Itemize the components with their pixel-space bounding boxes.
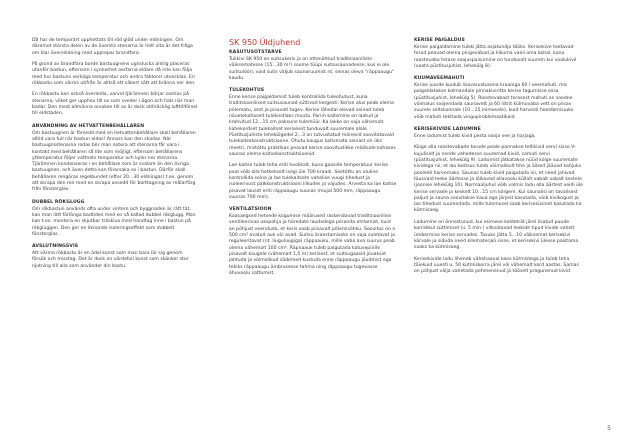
right-section-text-installation: Kerise paigaldamine tuleb jätta asjatundja töõks. Kerisekive toetavad torud peavad olema pingevabad ja liikuma vaeli oma kohal, kuna roostevaba terase soojuspaisumine on tunduvalt suurem kui voolukivil (vaata püstitusjuhist, lehekülg 8). xyxy=(414,45,577,69)
left-column xyxy=(32,38,198,275)
left-paragraph-2: På grund av brandfara borde bastuugnens ugnslucka aldrig placeras utanför bastun, eftersom i synnerhet oerfarna eldare då inte kan följa med hur bastuns verkliga temperatur och andra faktorer utvecklas. En rökbastu som värms utifrån är alltså ett säkert sätt att bränna ner den. xyxy=(32,62,196,86)
mid-section-heading-purpose: KASUTUSOTSTARVE xyxy=(229,50,282,55)
page-number: 5 xyxy=(607,425,611,432)
left-section-heading-double-vent: DUBBEL RÖKGLUGG xyxy=(32,199,85,205)
right-section-text-stone-layout: Kõige alla roostevabade torude peale pannakse tellikivid servi sisse V-kujuliselt ja nende vahedesse suuremad kivid, samuti servi (püstitusjuhist, lehekülg 9). Ladumist jätkatakse nüüd kõige suuremate kividega nii, et lao kestsus tuleb võimalikult tihe ja ääred jäävad kahjuks pooleldi harvemaks. Saunas tuleb kivid paigutada nii, et need jahivad tõusvaid leeke äärtesse ja lõikavad allavoolu küllalt vabalt vabalt kestele (joonise lehekülg 10). Normaaljuhul võib valmis ladu olla äärtest veidi üle kerise servade ja keskelt 10...15 cm kõrgem. Kui saunalisi on tavalisest paljud ja sauna soovitakse kaua ega järjest kasutada, võib kivikogust ja lao tihedust suurendada, mille tulemusel saab kerisesüsinet kasutada ka kütmisaeg. xyxy=(414,145,584,214)
mid-section-heading-fire-safety: TULEKOHTUS xyxy=(229,88,265,94)
right-section-text-water-tank: Kerise juurde kuulub lisavarustusena kraaniga 60 l veemahuti, mis paigaldatakse kolmandale pinnakiviritta kerise tagumisse ossa (püstitusjuhist, lehekülg 5). Roostevabast terasest mahuti on soodne võimalus soojendada saunavett ja 60 liitrit külmuvaba vett on piisav suurele seltskonnale (10...15 inimesele), kuid harvesti hooldamisuwa võib mahuti tekitada vingupiroblemaatikaid. xyxy=(414,83,574,120)
middle-column xyxy=(229,38,397,282)
mid-section-text-ceiling: Lae kaitse tuleb teha eriti hoolikalt, kuna gaaside temperatuur kerise peal võib olla hetkeliselt isegi üle 700 kraadi. Seetõttu on oluline kontrollida seina ja lae tulekaitsete vahelise vuugi tihedust ja isoleerivust palkkonstruktsiooni liikudes ja vajudes. Arvesta ka lae kaitse pisavat lauset eriti räppaaugu suunas (mujal 500 mm, räppaaugu suunas 700 mm). xyxy=(229,163,397,200)
right-section-text-stone-maintenance: Kerisekivide ladu liheneb vähehaaval koos kütmistega ja tuleb teha täiekuid uuesti u. 50 kütmiskorra järel või vähemalt kord aastas. Samas on põhjust välja vahetada pehmenenud ja tööselt pragunenud kivid. xyxy=(414,256,579,275)
right-section-text-stones: Enne ladumist tuleb kivid pesta sooja vee ja harjaga. xyxy=(414,133,536,139)
left-paragraph-3: En rökbastu kan också överlelda, varvid tjärämnen börjar samlas på stenarna, vilket ger upphov till os som sveder i ögon och hals när man badar. Den mest allmänna orsaken till os är dock otillräcklig lufttillförsel till eldstaden. xyxy=(32,92,198,117)
mid-section-text-purpose: Tulikivi SK 950 on suitsukeris ja on ettenähtud traditsiooniliste väiksematesse (15...30 m³) soome tüüpi suitsusaunadesse, kus ei ole suitsulõõri, vaid suits väljub saunaruumist nt. seinas oleva "räppaaugu" kaudu. xyxy=(229,57,395,81)
right-section-heading-water-tank: KUUMAVEEMAHUTI xyxy=(414,76,465,82)
left-paragraph-1: Då har de temporärt upphettats till röd glöd under eldningen. Om däremot största delen av de översta stenarna är helt vita är det fråga om klar överseldning med upprepar brandfara. xyxy=(32,38,193,56)
left-section-heading-conclusion: AVSLUTNINGSVIS xyxy=(32,244,79,250)
right-section-heading-installation: KERISE PAIGALDUS xyxy=(414,38,465,43)
left-section-heading-hot-water: ANVÄNDNING AV HETVATTENBEHÅLLAREN xyxy=(32,123,145,129)
mid-section-text-ventilation: Kaasaegsed hetvede kogumise määrused raskendavad traditsioonilise ventileerivaa ukspohja ja hõredate laudadega põranda ehitamist, kuid on põhjust veenduda, et keris saab piisavalt põlemisõhku. Soovitus on n. 500 cm² avatud auk või avad. Suitsu äraestamiseks on vaja suletavat ja reguleeritavat (nt. liuguluugiga) räppaauku, mille vaba ava suurus peab olema vähemalt 100 cm². Räpnaauk tuleb paigutada katusepiirile pisavalt kaugele (vähemalt 1,5 m) kerisest, et suitsugaasid jõuaksid jahtuda ja võimalikud sädemed kustuda enne räppaaugu jõudmist ega tekiks räppaaugu ümbrusesse tahma ning räppaaugu tugevasse õhuvoolu sattumist. xyxy=(229,214,397,276)
left-section-text-conclusion: Att värma rökbastu är en ädel konst som man bara lär sig genom försök och misstag. Det är dock en värdefull konst som skänker stor njutning till alla som använder din bastu. xyxy=(32,251,189,269)
left-section-text-hot-water: Om bastuugnen är försedd med en hetvattenbehållare skall behållaren alltid vara full när bastun eldas! Annars kan den skadas. När bastuugnsstenarna rodas bör man notera att stenarna får vara i kontakt med behållaren så lite som möjligt, eftersom behållarens yttemperatur följer vattnets temperatur och kyler ner stenarna. Tjärämnen kondenseras i en behållare som är svalare än den övriga bastuugnen, och även detta kan förorsaka os i bastun. Därför skall behållaren rengöras regelbundet (efter 20...30 eldningar) t.ex. genom att skrapa den ren med en skrapa avsedd för borttagning av målarfärg från fönsterglas. xyxy=(32,130,196,193)
left-section-text-double-vent: Om rökbastun används ofta under vintern och byggnaden är rätt tät, kan man lätt förlänga badtiden med en så kallad dubbel rökglugg. Man kan t.ex. montera en skjutbar träskiva med handtag inne i bastun på rökgluggen. Den ger en liknande isoleringseffekt som dubbelt fönsterglas. xyxy=(32,206,196,237)
mid-section-heading-ventilation: VENTILATSIOON xyxy=(229,207,272,213)
right-section-text-stone-check: Ladumine on õnnestunud, kui esimese koldeträt järel lisatud puude korralikul süttimisel (u. 5 min.) vilksatavad leekide tipud kivide vahelt ümbermise kerise servades. Tasuks jätta 5...10 väiksemat kerisekivi kõrvale ja siduda need kilematerjali sisse, et kerisekivi ülesse paistama saaks ka kütmisaeg. xyxy=(414,219,579,251)
section-title: SK 950 Üldjuhend xyxy=(229,38,301,47)
right-section-heading-stones: KERISEKIVIDE LADUMINE xyxy=(414,126,481,132)
right-column xyxy=(414,38,584,281)
mid-section-text-fire-safety: Enne kerise paigaldamist tuleb kontrollida tuleohutust, kuna traditsioonilised suitsusaunad süttivad kergesti. Kerise alus peab olema põlematu, sest ja pisavalt tugev. Kerise lähedal olevad seinad tuleb nõuetekohaselt tulekindlaks muuta. Parim kaitsmine on laotud ja krohvitud 12...15 cm paksune tulemüür. Ka lakke on vaja vähemalt kahekordset tulekaitset keriseest tunduvalt suuremale alale. Püstitusjuhiste lehekülgedel 2...3 on tutvustatud mõnesid soovitatavaid tulekaitsekonstruktsioone. Ohutu kaugus kaitsmata seinast on üks meetri, mistõttu praktikas peavad kerise soovituslikke mõõtude kohases saunas olema kaitsekonstruktsioonid. xyxy=(229,95,396,157)
